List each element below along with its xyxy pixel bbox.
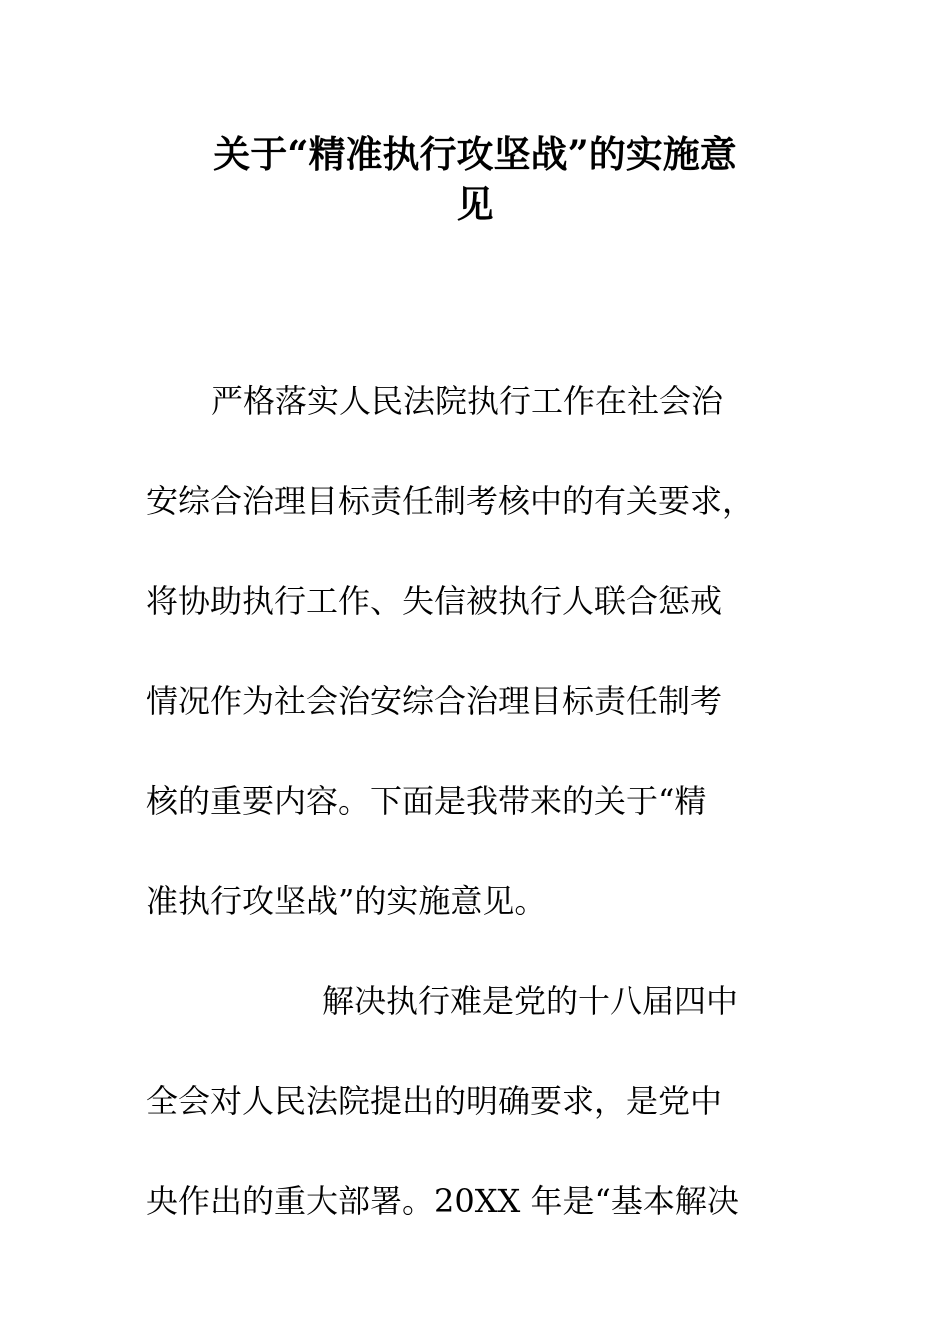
document-title-line-2: 见 xyxy=(456,182,494,226)
paragraph-1-line-3: 将协助执行工作、失信被执行人联合惩戒 xyxy=(146,582,723,620)
document-title-line-1: 关于“精准执行攻坚战”的实施意 xyxy=(213,132,737,176)
paragraph-1-line-5: 核的重要内容。下面是我带来的关于“精 xyxy=(146,782,707,820)
paragraph-2-line-1: 解决执行难是党的十八届四中 xyxy=(322,982,739,1020)
paragraph-1-line-4: 情况作为社会治安综合治理目标责任制考 xyxy=(146,682,723,720)
paragraph-2-line-2: 全会对人民法院提出的明确要求，是党中 xyxy=(146,1082,723,1120)
paragraph-1-line-1: 严格落实人民法院执行工作在社会治 xyxy=(211,382,724,420)
paragraph-1-line-2: 安综合治理目标责任制考核中的有关要求， xyxy=(146,482,755,520)
paragraph-1-line-6: 准执行攻坚战”的实施意见。 xyxy=(146,882,547,920)
paragraph-2-line-3: 央作出的重大部署。20XX 年是“基本解决 xyxy=(146,1182,739,1220)
